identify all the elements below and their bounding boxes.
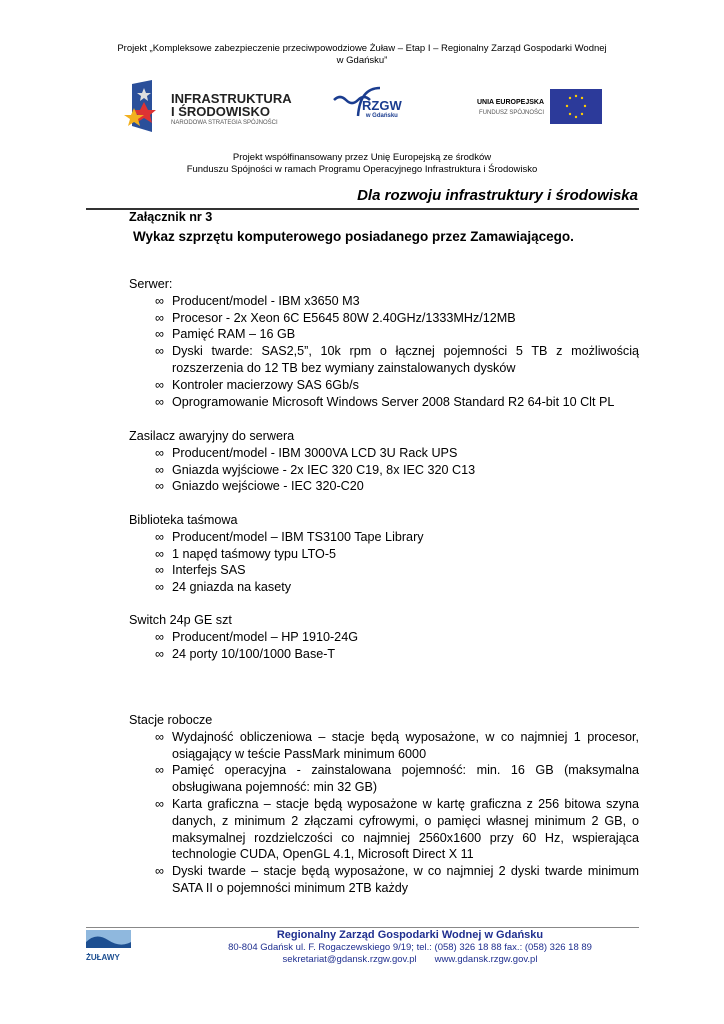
eu-flag-icon: [550, 89, 602, 124]
document-title: Wykaz szprzętu komputerowego posiadanego przez Zamawiającego.: [133, 229, 574, 244]
list-item: [155, 478, 639, 495]
landscape-icon: [86, 930, 131, 948]
section: [129, 712, 639, 897]
bullet-list: [155, 629, 639, 663]
list-item-text: Pamięć RAM – 16 GB: [172, 327, 296, 342]
infinity-bullet-icon: ∞: [155, 763, 164, 778]
bullet-list: [155, 529, 639, 596]
logo-text: NARODOWA STRATEGIA SPÓJNOŚCI: [171, 120, 278, 126]
section-heading: Serwer:: [129, 277, 173, 291]
list-item-text: Dyski twarde: SAS2,5”, 10k rpm o łącznej pojemności 5 TB z możliwością rozszerzenia do 12 TB bez wymiany zainstalowanych dysków: [172, 344, 639, 375]
infinity-bullet-icon: ∞: [155, 580, 164, 595]
infinity-bullet-icon: ∞: [155, 377, 164, 392]
logo-text: w Gdańsku: [365, 113, 398, 119]
infinity-bullet-icon: ∞: [155, 293, 164, 308]
section: [129, 428, 639, 495]
list-item-text: Producent/model – IBM TS3100 Tape Library: [172, 529, 424, 544]
list-item: [155, 445, 639, 462]
list-item: [155, 394, 639, 411]
list-item: [155, 462, 639, 479]
infinity-bullet-icon: ∞: [155, 546, 164, 561]
list-item: [155, 646, 639, 663]
section-heading: Switch 24p GE szt: [129, 613, 232, 627]
stars-flag-icon: [124, 80, 168, 134]
section-heading: Zasilacz awaryjny do serwera: [129, 429, 295, 443]
list-item: [155, 796, 639, 863]
section-heading: Stacje robocze: [129, 713, 213, 727]
list-item-text: Wydajność obliczeniowa – stacje będą wyposażone, w co najmniej 1 procesor, osiągający w teście PassMark minimum 6000: [172, 729, 639, 761]
footer-web-link[interactable]: www.gdansk.rzgw.gov.pl: [434, 954, 538, 965]
list-item-text: Kontroler macierzowy SAS 6Gb/s: [172, 377, 359, 392]
logo-text: RZGW: [362, 98, 402, 113]
footer: [130, 929, 690, 966]
list-item: [155, 762, 639, 796]
logo-infrastruktura: [124, 80, 294, 136]
logo-text: INFRASTRUKTURA: [171, 91, 292, 106]
list-item: [155, 562, 639, 579]
list-item-text: Dyski twarde – stacje będą wyposażone, w co najmniej 2 dyski twarde minimum SATA II o pojemności minimum 2TB każdy: [172, 864, 639, 895]
footer-email-link[interactable]: sekretariat@gdansk.rzgw.gov.pl: [282, 954, 417, 965]
project-line: w Gdańsku”: [336, 55, 388, 66]
infinity-bullet-icon: ∞: [155, 729, 164, 744]
infinity-bullet-icon: ∞: [155, 445, 164, 460]
infinity-bullet-icon: ∞: [155, 462, 164, 477]
infinity-bullet-icon: ∞: [155, 629, 164, 644]
logo-text: ŻUŁAWY: [86, 953, 120, 962]
list-item-text: Producent/model - IBM x3650 M3: [172, 293, 360, 308]
infinity-bullet-icon: ∞: [155, 327, 164, 342]
logo-rzgw: [332, 86, 412, 130]
list-item-text: Oprogramowanie Microsoft Windows Server 2008 Standard R2 64-bit 10 Clt PL: [172, 394, 615, 409]
logo-text: UNIA EUROPEJSKA: [476, 99, 544, 106]
list-item: [155, 629, 639, 646]
infinity-bullet-icon: ∞: [155, 646, 164, 661]
infinity-bullet-icon: ∞: [155, 796, 164, 811]
list-item: [155, 529, 639, 546]
footer-org: Regionalny Zarząd Gospodarki Wodnej w Gdańsku: [276, 929, 544, 941]
list-item-text: Producent/model – HP 1910-24G: [172, 629, 358, 644]
list-item: [155, 377, 639, 394]
list-item-text: Pamięć operacyjna - zainstalowana pojemność: min. 16 GB (maksymalna obsługiwana pojemność: min 32 GB): [172, 763, 639, 795]
slogan: Dla rozwoju infrastruktury i środowiska: [357, 187, 638, 204]
list-item: [155, 343, 639, 377]
list-item-text: 24 gniazda na kasety: [172, 580, 292, 595]
infinity-bullet-icon: ∞: [155, 344, 164, 359]
infinity-bullet-icon: ∞: [155, 394, 164, 409]
bullet-list: [155, 293, 639, 411]
section-heading: Biblioteka taśmowa: [129, 513, 238, 527]
logo-text: FUNDUSZ SPÓJNOŚCI: [478, 110, 544, 116]
logo-text: I ŚRODOWISKO: [171, 104, 270, 119]
attachment-label: Załącznik nr 3: [129, 210, 213, 224]
list-item: [155, 326, 639, 343]
project-header: [100, 43, 624, 67]
list-item-text: Gniazdo wejściowe - IEC 320-C20: [172, 479, 364, 494]
list-item: [155, 546, 639, 563]
footer-divider: [86, 927, 639, 928]
infinity-bullet-icon: ∞: [155, 864, 164, 879]
project-line: Projekt „Kompleksowe zabezpieczenie przeciwpowodziowe Żuław – Etap I – Regionalny Zarząd Gospodarki Wodnej: [117, 43, 607, 54]
list-item-text: 1 napęd taśmowy typu LTO-5: [172, 546, 337, 561]
list-item-text: Producent/model - IBM 3000VA LCD 3U Rack UPS: [172, 445, 458, 460]
section: [129, 612, 639, 662]
bullet-list: [155, 445, 639, 495]
list-item: [155, 729, 639, 763]
cofinance-line: Projekt współfinansowany przez Unię Europejską ze środków: [232, 152, 492, 163]
section: [129, 276, 639, 410]
infinity-bullet-icon: ∞: [155, 563, 164, 578]
list-item-text: Karta graficzna – stacje będą wyposażone w kartę graficzna z 256 bitowa szyna danych, z minimum 2 złączami cyfrowymi, o pamięci własnej minimum 2 GB, o maksymalnej rozdzielczości co najmniej 2560x1600 przy 60 Hz, wspierająca technologie CUDA, OpenGL 4.1, Microsoft Direct X 11: [172, 796, 639, 862]
list-item-text: Procesor - 2x Xeon 6C E5645 80W 2.40GHz/1333MHz/12MB: [172, 310, 516, 325]
footer-address: 80-804 Gdańsk ul. F. Rogaczewskiego 9/19; tel.: (058) 326 18 88 fax.: (058) 326 18 89: [228, 942, 592, 953]
infinity-bullet-icon: ∞: [155, 479, 164, 494]
list-item: [155, 293, 639, 310]
list-item: [155, 863, 639, 897]
list-item-text: 24 porty 10/100/1000 Base-T: [172, 646, 336, 661]
zulawy-logo: [86, 930, 131, 962]
list-item: [155, 579, 639, 596]
section: [129, 512, 639, 596]
list-item-text: Interfejs SAS: [172, 563, 246, 578]
infinity-bullet-icon: ∞: [155, 529, 164, 544]
cofinance-note: [100, 152, 624, 176]
list-item: [155, 310, 639, 327]
bullet-list: [155, 729, 639, 897]
cofinance-line: Funduszu Spójności w ramach Programu Operacyjnego Infrastruktura i Środowisko: [186, 164, 538, 175]
infinity-bullet-icon: ∞: [155, 310, 164, 325]
list-item-text: Gniazda wyjściowe - 2x IEC 320 C19, 8x IEC 320 C13: [172, 462, 476, 477]
logo-bar: [124, 80, 604, 136]
